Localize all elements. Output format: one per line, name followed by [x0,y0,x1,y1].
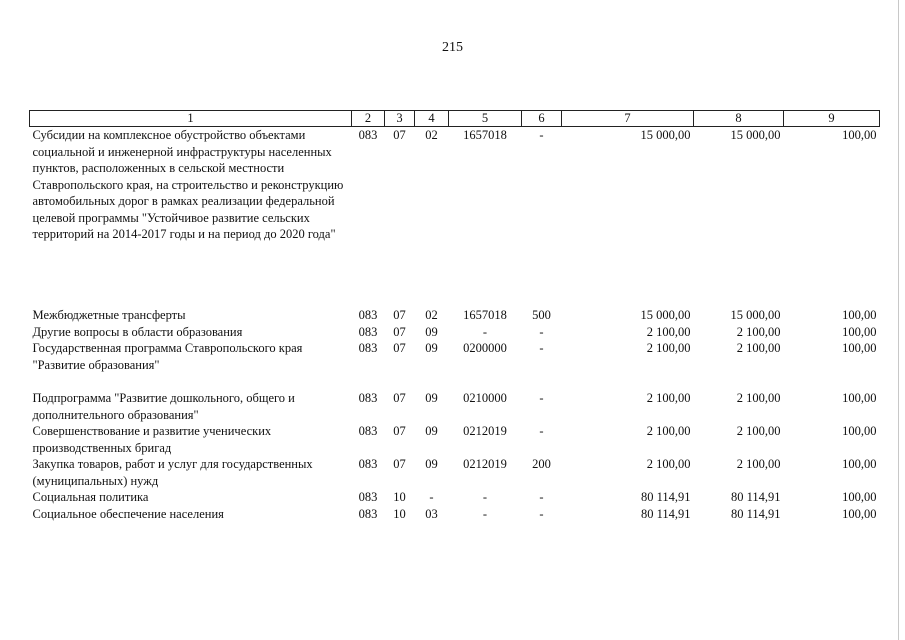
cell-section: 07 [393,457,406,471]
header-cell: 7 [562,111,694,127]
cell-section: 07 [393,424,406,438]
header-cell: 3 [385,111,415,127]
row-name: Социальное обеспечение населения [32,506,224,521]
cell-actual: 15 000,00 [730,128,781,142]
table-row [30,456,880,489]
cell-ministry: 083 [358,324,378,339]
cell-ministry: 083 [358,341,378,355]
cell-subsection: 09 [425,324,438,339]
cell-percent: 100,00 [842,424,877,438]
row-name: Совершенствование и развитие ученических производственных бригад [32,424,272,455]
cell-subsection: 09 [425,341,438,355]
cell-subsection: 09 [425,424,438,438]
cell-target-article: - [482,506,488,521]
cell-target-article: - [482,490,488,504]
cell-plan: 2 100,00 [646,324,691,339]
cell-percent: 100,00 [842,341,877,355]
cell-target-article: 0212019 [463,457,507,471]
cell-plan: 15 000,00 [640,308,691,322]
cell-actual: 15 000,00 [730,308,781,322]
cell-expense-type: - [539,128,544,142]
cell-actual: 2 100,00 [736,391,781,405]
cell-plan: 2 100,00 [646,457,691,471]
cell-expense-type: 500 [532,308,551,322]
cell-ministry: 083 [358,424,378,438]
cell-section: 10 [393,506,406,521]
row-name: Другие вопросы в области образования [32,324,243,339]
cell-subsection: 09 [425,391,438,405]
row-name: Социальная политика [32,490,149,504]
cell-percent: 100,00 [842,128,877,142]
table-row [30,390,880,423]
table-row [30,340,880,390]
cell-target-article: 0200000 [463,341,507,355]
header-cell: 1 [30,111,352,127]
cell-target-article: 0210000 [463,391,507,405]
row-name: Межбюджетные трансферты [32,308,186,322]
cell-actual: 2 100,00 [736,341,781,355]
cell-target-article: 1657018 [463,308,507,322]
row-name: Субсидии на комплексное обустройство объектами социальной и инженерной инфраструктуры населенных пунктов, расположенных в сельской местности Ставропольского края, на строительство и реконструкцию автомобильных дорог в рамках реализации федеральной целевой программы "Устойчивое развитие сельских территорий на 2014-2017 годы и на период до 2020 года" [32,128,344,241]
cell-target-article: 0212019 [463,424,507,438]
cell-subsection: - [429,490,434,504]
cell-ministry: 083 [358,457,378,471]
cell-section: 07 [393,308,406,322]
cell-expense-type: - [539,506,544,521]
cell-subsection: 02 [425,128,438,142]
cell-section: 07 [393,128,406,142]
table-row [30,307,880,324]
cell-plan: 80 114,91 [640,506,691,521]
cell-section: 10 [393,490,406,504]
header-cell: 2 [352,111,385,127]
cell-section: 07 [393,391,406,405]
cell-plan: 80 114,91 [640,490,691,504]
cell-percent: 100,00 [842,324,877,339]
table-row [30,324,880,341]
row-name: Государственная программа Ставропольского края "Развитие образования" [32,341,303,372]
header-cell: 5 [449,111,522,127]
cell-plan: 2 100,00 [646,391,691,405]
page-edge-line [898,0,899,640]
cell-percent: 100,00 [842,506,877,521]
cell-percent: 100,00 [842,490,877,504]
cell-expense-type: - [539,424,544,438]
cell-expense-type: - [539,341,544,355]
cell-ministry: 083 [358,490,378,504]
cell-section: 07 [393,324,406,339]
cell-target-article: - [482,324,488,339]
budget-table [29,110,880,522]
cell-expense-type: - [539,490,544,504]
cell-ministry: 083 [358,128,378,142]
cell-plan: 15 000,00 [640,128,691,142]
cell-subsection: 02 [425,308,438,322]
cell-percent: 100,00 [842,391,877,405]
header-row [30,111,880,127]
page-number: 215 [442,40,463,55]
row-name: Подпрограмма "Развитие дошкольного, общего и дополнительного образования" [32,391,295,422]
table-row [30,489,880,506]
cell-section: 07 [393,341,406,355]
cell-target-article: 1657018 [463,128,507,142]
cell-actual: 2 100,00 [736,324,781,339]
row-name: Закупка товаров, работ и услуг для государственных (муниципальных) нужд [32,457,313,488]
cell-subsection: 03 [425,506,438,521]
table-row [30,127,880,308]
cell-actual: 80 114,91 [730,490,781,504]
cell-plan: 2 100,00 [646,341,691,355]
cell-ministry: 083 [358,506,378,521]
cell-expense-type: - [539,324,544,339]
header-cell: 4 [415,111,449,127]
cell-subsection: 09 [425,457,438,471]
cell-actual: 80 114,91 [730,506,781,521]
cell-ministry: 083 [358,391,378,405]
cell-expense-type: - [539,391,544,405]
cell-percent: 100,00 [842,308,877,322]
header-cell: 9 [784,111,880,127]
header-cell: 6 [522,111,562,127]
table-row [30,423,880,456]
cell-actual: 2 100,00 [736,457,781,471]
cell-expense-type: 200 [532,457,551,471]
cell-percent: 100,00 [842,457,877,471]
header-cell: 8 [694,111,784,127]
table-row [30,506,880,523]
cell-ministry: 083 [358,308,378,322]
cell-actual: 2 100,00 [736,424,781,438]
cell-plan: 2 100,00 [646,424,691,438]
